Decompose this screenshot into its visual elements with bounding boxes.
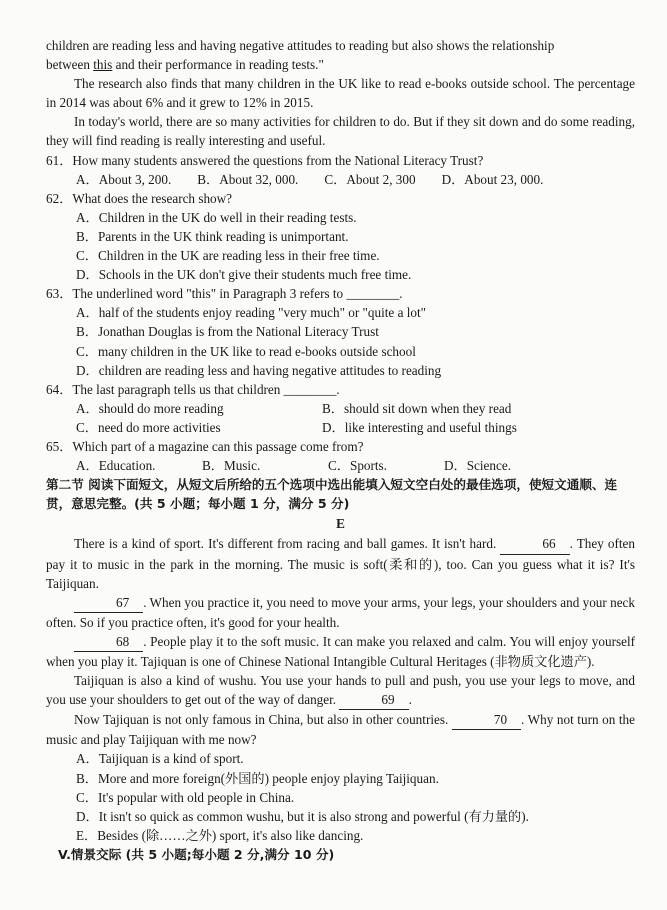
- passage-d-continuation: children are reading less and having negative attitudes to reading but also shows the relationship: [46, 38, 555, 53]
- question-65: [46, 437, 635, 475]
- question-62: [46, 189, 635, 284]
- option-b[interactable]: B．About 32, 000.: [197, 171, 299, 187]
- passage-e-options: [46, 749, 635, 844]
- option-d[interactable]: D．About 23, 000.: [441, 171, 544, 187]
- option-d[interactable]: D．like interesting and useful things: [322, 419, 517, 435]
- option-d[interactable]: D．Schools in the UK don't give their students much free time.: [76, 267, 412, 283]
- option-b[interactable]: B．Music.: [202, 458, 261, 474]
- option-c[interactable]: C．Children in the UK are reading less in their free time.: [76, 248, 380, 264]
- option-a[interactable]: A．Education.: [76, 458, 156, 474]
- question-61: [46, 151, 635, 189]
- question-stem: 65．Which part of a magazine can this passage come from?: [46, 438, 364, 454]
- blank-69[interactable]: 69: [339, 690, 408, 710]
- option-d[interactable]: D．children are reading less and having negative attitudes to reading: [76, 362, 442, 378]
- question-63: [46, 284, 635, 379]
- passage-e-paragraph-5: Now Tajiquan is not only famous in China, but also in other countries. 70 . Why not turn on the music and play Taijiquan with me now?: [46, 712, 635, 748]
- passage-d-paragraph: In today's world, there are so many activities for children to do. But if they sit down and do some reading, they will find reading is really interesting and useful.: [46, 114, 635, 149]
- option-a[interactable]: A．Children in the UK do well in their reading tests.: [76, 209, 357, 225]
- question-stem: 61．How many students answered the questions from the National Literacy Trust?: [46, 152, 484, 168]
- blank-68[interactable]: 68: [74, 632, 143, 652]
- option-a[interactable]: A．half of the students enjoy reading "very much" or "quite a lot": [76, 305, 427, 321]
- blank-70[interactable]: 70: [452, 710, 521, 730]
- option-a[interactable]: A．Taijiquan is a kind of sport.: [76, 751, 244, 767]
- question-stem: 64．The last paragraph tells us that children ________.: [46, 381, 340, 397]
- passage-e-paragraph-1: There is a kind of sport. It's different from racing and ball games. It isn't hard. 66 . They often pay it to music in the park in the morning. The music is soft(柔和的), too. Can you guess what it is? It's Taijiquan.: [46, 536, 636, 591]
- option-a[interactable]: A．About 3, 200.: [76, 171, 172, 187]
- passage-d-continuation-2: between this and their performance in reading tests.": [46, 57, 324, 73]
- option-c[interactable]: C．About 2, 300: [324, 171, 416, 187]
- option-b[interactable]: B．should sit down when they read: [322, 400, 512, 416]
- option-b[interactable]: B．More and more foreign(外国的) people enjoy playing Taijiquan.: [76, 770, 439, 786]
- passage-e-paragraph-3: 68 . People play it to the soft music. It can make you relaxed and calm. You will enjoy yourself when you play it. Tajiquan is one of Chinese National Intangible Cultural Heritages (非物质文化遗产).: [46, 633, 635, 669]
- passage-d-paragraph: The research also finds that many children in the UK like to read e-books outside school. The percentage in 2014 was about 6% and it grew to 12% in 2015.: [46, 76, 635, 111]
- passage-letter: E: [336, 516, 345, 532]
- option-c[interactable]: C．Sports.: [328, 458, 387, 474]
- section-5-heading: V.情景交际 (共 5 小题;每小题 2 分,满分 10 分): [58, 846, 335, 862]
- section-2-heading: 第二节 阅读下面短文，从短文后所给的五个选项中选出能填入短文空白处的最佳选项，使短文通顺、连贯，意思完整。(共 5 小题；每小题 1 分，满分 5 分): [46, 477, 618, 512]
- question-64: [46, 380, 635, 437]
- option-b[interactable]: B．Jonathan Douglas is from the National Literacy Trust: [76, 324, 379, 340]
- option-c[interactable]: C．many children in the UK like to read e-books outside school: [76, 343, 416, 359]
- option-c[interactable]: C．It's popular with old people in China.: [76, 789, 295, 805]
- option-d[interactable]: D．It isn't so quick as common wushu, but it is also strong and powerful (有力量的).: [76, 808, 529, 824]
- question-stem: 62．What does the research show?: [46, 190, 233, 206]
- option-c[interactable]: C．need do more activities: [76, 419, 221, 435]
- option-d[interactable]: D．Science.: [444, 458, 512, 474]
- passage-e-paragraph-2: 67 . When you practice it, you need to move your arms, your legs, your shoulders and your neck often. So if you practice often, it's good for your health.: [46, 594, 635, 630]
- blank-67[interactable]: 67: [74, 593, 143, 613]
- option-e[interactable]: E．Besides (除……之外) sport, it's also like dancing.: [76, 827, 364, 843]
- blank-66[interactable]: 66: [500, 534, 569, 554]
- underlined-word-this: this: [93, 57, 113, 73]
- passage-e-paragraph-4: Taijiquan is also a kind of wushu. You use your hands to pull and push, you use your legs to move, and you use your shoulders to get out of the way of danger. 69 .: [46, 671, 635, 710]
- option-a[interactable]: A．should do more reading: [76, 400, 224, 416]
- option-b[interactable]: B．Parents in the UK think reading is unimportant.: [76, 228, 349, 244]
- question-stem: 63．The underlined word "this" in Paragraph 3 refers to ________.: [46, 286, 403, 302]
